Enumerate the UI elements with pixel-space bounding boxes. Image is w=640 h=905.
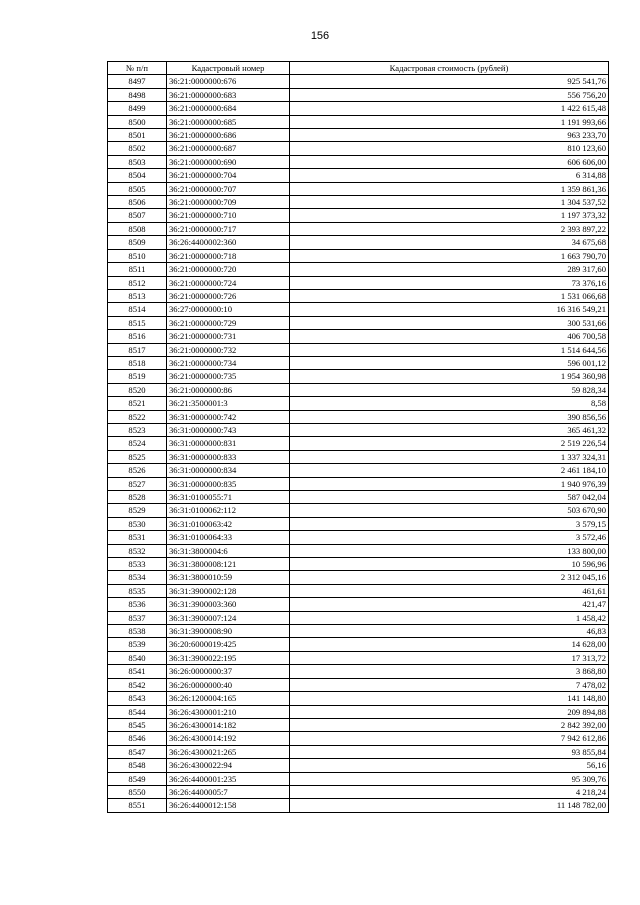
cadastral-value-cell: 461,61 — [290, 584, 609, 597]
row-index-cell: 8543 — [108, 692, 167, 705]
cadastral-value-cell: 73 376,16 — [290, 276, 609, 289]
table-row — [108, 155, 609, 168]
cadastral-value-cell: 503 670,90 — [290, 504, 609, 517]
row-index-cell: 8504 — [108, 169, 167, 182]
table-row — [108, 450, 609, 463]
cadastral-number-cell: 36:31:0100055:71 — [167, 491, 290, 504]
cadastral-number-cell: 36:21:0000000:707 — [167, 182, 290, 195]
table-row — [108, 651, 609, 664]
cadastral-value-cell: 3 572,46 — [290, 531, 609, 544]
row-index-cell: 8499 — [108, 102, 167, 115]
cadastral-number-cell: 36:21:0000000:686 — [167, 129, 290, 142]
row-index-cell: 8514 — [108, 303, 167, 316]
cadastral-number-cell: 36:26:4300001:210 — [167, 705, 290, 718]
cadastral-number-cell: 36:21:0000000:720 — [167, 263, 290, 276]
cadastral-number-cell: 36:31:0100063:42 — [167, 517, 290, 530]
cadastral-number-cell: 36:31:3800004:6 — [167, 544, 290, 557]
cadastral-number-cell: 36:31:0000000:833 — [167, 450, 290, 463]
row-index-cell: 8510 — [108, 249, 167, 262]
row-index-cell: 8511 — [108, 263, 167, 276]
row-index-cell: 8501 — [108, 129, 167, 142]
row-index-cell: 8519 — [108, 370, 167, 383]
cadastral-value-cell: 1 197 373,32 — [290, 209, 609, 222]
row-index-cell: 8518 — [108, 356, 167, 369]
table-row — [108, 732, 609, 745]
cadastral-value-cell: 1 954 360,98 — [290, 370, 609, 383]
cadastral-number-cell: 36:31:0100064:33 — [167, 531, 290, 544]
cadastral-value-cell: 810 123,60 — [290, 142, 609, 155]
table-row — [108, 75, 609, 88]
row-index-cell: 8538 — [108, 625, 167, 638]
table-row — [108, 598, 609, 611]
row-index-cell: 8541 — [108, 665, 167, 678]
cadastral-number-cell: 36:31:0100062:112 — [167, 504, 290, 517]
cadastral-value-cell: 6 314,88 — [290, 169, 609, 182]
cadastral-number-cell: 36:26:4300014:182 — [167, 718, 290, 731]
cadastral-value-cell: 289 317,60 — [290, 263, 609, 276]
row-index-cell: 8508 — [108, 222, 167, 235]
cadastral-number-cell: 36:26:1200004:165 — [167, 692, 290, 705]
cadastral-value-cell: 1 458,42 — [290, 611, 609, 624]
row-index-cell: 8522 — [108, 410, 167, 423]
table-row — [108, 692, 609, 705]
table-row — [108, 571, 609, 584]
row-index-cell: 8513 — [108, 289, 167, 302]
cadastral-number-cell: 36:31:3900003:360 — [167, 598, 290, 611]
cadastral-value-cell: 3 579,15 — [290, 517, 609, 530]
row-index-cell: 8529 — [108, 504, 167, 517]
table-row — [108, 745, 609, 758]
row-index-cell: 8516 — [108, 330, 167, 343]
table-row — [108, 182, 609, 195]
cadastral-number-cell: 36:21:0000000:724 — [167, 276, 290, 289]
row-index-cell: 8530 — [108, 517, 167, 530]
cadastral-number-cell: 36:21:0000000:731 — [167, 330, 290, 343]
cadastral-number-cell: 36:31:0000000:742 — [167, 410, 290, 423]
row-index-cell: 8520 — [108, 383, 167, 396]
cadastral-value-cell: 7 478,02 — [290, 678, 609, 691]
table-row — [108, 115, 609, 128]
cadastral-number-cell: 36:21:0000000:86 — [167, 383, 290, 396]
cadastral-number-cell: 36:21:0000000:690 — [167, 155, 290, 168]
cadastral-number-cell: 36:26:0000000:40 — [167, 678, 290, 691]
cadastral-value-cell: 1 191 993,66 — [290, 115, 609, 128]
table-row — [108, 611, 609, 624]
row-index-cell: 8525 — [108, 450, 167, 463]
cadastral-number-cell: 36:21:0000000:734 — [167, 356, 290, 369]
table-row — [108, 356, 609, 369]
row-index-cell: 8500 — [108, 115, 167, 128]
table-row — [108, 303, 609, 316]
cadastral-value-cell: 3 868,80 — [290, 665, 609, 678]
table-row — [108, 437, 609, 450]
cadastral-value-cell: 46,83 — [290, 625, 609, 638]
row-index-cell: 8546 — [108, 732, 167, 745]
table-row — [108, 504, 609, 517]
table-row — [108, 343, 609, 356]
table-row — [108, 410, 609, 423]
cadastral-value-cell: 596 001,12 — [290, 356, 609, 369]
row-index-cell: 8512 — [108, 276, 167, 289]
row-index-cell: 8527 — [108, 477, 167, 490]
cadastral-number-cell: 36:21:0000000:732 — [167, 343, 290, 356]
cadastral-value-cell: 1 304 537,52 — [290, 196, 609, 209]
cadastral-number-cell: 36:21:3500001:3 — [167, 397, 290, 410]
row-index-cell: 8548 — [108, 759, 167, 772]
row-index-cell: 8497 — [108, 75, 167, 88]
table-row — [108, 129, 609, 142]
cadastral-value-cell: 11 148 782,00 — [290, 799, 609, 812]
cadastral-number-cell: 36:21:0000000:685 — [167, 115, 290, 128]
row-index-cell: 8539 — [108, 638, 167, 651]
row-index-cell: 8533 — [108, 558, 167, 571]
cadastral-number-cell: 36:21:0000000:726 — [167, 289, 290, 302]
cadastral-value-cell: 7 942 612,86 — [290, 732, 609, 745]
table-row — [108, 477, 609, 490]
cadastral-value-cell: 2 393 897,22 — [290, 222, 609, 235]
row-index-cell: 8540 — [108, 651, 167, 664]
cadastral-value-cell: 2 461 184,10 — [290, 464, 609, 477]
table-row — [108, 88, 609, 101]
cadastral-number-cell: 36:31:0000000:743 — [167, 423, 290, 436]
cadastral-value-cell: 95 309,76 — [290, 772, 609, 785]
row-index-cell: 8537 — [108, 611, 167, 624]
row-index-cell: 8551 — [108, 799, 167, 812]
table-row — [108, 289, 609, 302]
cadastral-value-cell: 1 359 861,36 — [290, 182, 609, 195]
cadastral-number-cell: 36:21:0000000:717 — [167, 222, 290, 235]
cadastral-number-cell: 36:31:0000000:835 — [167, 477, 290, 490]
table-row — [108, 423, 609, 436]
cadastral-number-cell: 36:21:0000000:718 — [167, 249, 290, 262]
cadastral-value-cell: 1 663 790,70 — [290, 249, 609, 262]
row-index-cell: 8528 — [108, 491, 167, 504]
row-index-cell: 8503 — [108, 155, 167, 168]
row-index-cell: 8544 — [108, 705, 167, 718]
cadastral-number-cell: 36:20:6000019:425 — [167, 638, 290, 651]
table-row — [108, 625, 609, 638]
table-row — [108, 249, 609, 262]
cadastral-number-cell: 36:21:0000000:729 — [167, 316, 290, 329]
cadastral-value-cell: 1 514 644,56 — [290, 343, 609, 356]
row-index-cell: 8523 — [108, 423, 167, 436]
row-index-cell: 8521 — [108, 397, 167, 410]
cadastral-value-cell: 390 856,56 — [290, 410, 609, 423]
cadastral-value-cell: 587 042,04 — [290, 491, 609, 504]
cadastral-value-cell: 59 828,34 — [290, 383, 609, 396]
cadastral-value-cell: 1 422 615,48 — [290, 102, 609, 115]
row-index-cell: 8531 — [108, 531, 167, 544]
cadastral-number-cell: 36:26:0000000:37 — [167, 665, 290, 678]
row-index-cell: 8547 — [108, 745, 167, 758]
cadastral-value-cell: 2 312 045,16 — [290, 571, 609, 584]
table-row — [108, 638, 609, 651]
table-row — [108, 169, 609, 182]
cadastral-value-cell: 606 606,00 — [290, 155, 609, 168]
cadastral-number-cell: 36:31:3800008:121 — [167, 558, 290, 571]
cadastral-value-table — [107, 61, 609, 813]
row-index-cell: 8526 — [108, 464, 167, 477]
column-header-index: № п/п — [108, 62, 167, 75]
row-index-cell: 8509 — [108, 236, 167, 249]
cadastral-value-cell: 16 316 549,21 — [290, 303, 609, 316]
cadastral-value-cell: 56,16 — [290, 759, 609, 772]
table-row — [108, 397, 609, 410]
table-row — [108, 705, 609, 718]
cadastral-value-cell: 93 855,84 — [290, 745, 609, 758]
table-row — [108, 102, 609, 115]
table-row — [108, 316, 609, 329]
row-index-cell: 8505 — [108, 182, 167, 195]
row-index-cell: 8542 — [108, 678, 167, 691]
row-index-cell: 8502 — [108, 142, 167, 155]
row-index-cell: 8515 — [108, 316, 167, 329]
cadastral-number-cell: 36:31:3900008:90 — [167, 625, 290, 638]
cadastral-value-cell: 141 148,80 — [290, 692, 609, 705]
cadastral-number-cell: 36:31:3900022:195 — [167, 651, 290, 664]
table-row — [108, 718, 609, 731]
cadastral-value-cell: 963 233,70 — [290, 129, 609, 142]
table-header-row — [108, 62, 609, 75]
table-row — [108, 799, 609, 812]
cadastral-number-cell: 36:21:0000000:735 — [167, 370, 290, 383]
table-row — [108, 584, 609, 597]
page-number: 156 — [310, 30, 330, 42]
cadastral-value-cell: 300 531,66 — [290, 316, 609, 329]
table-row — [108, 236, 609, 249]
cadastral-value-cell: 1 940 976,39 — [290, 477, 609, 490]
row-index-cell: 8524 — [108, 437, 167, 450]
table-row — [108, 464, 609, 477]
row-index-cell: 8532 — [108, 544, 167, 557]
table-row — [108, 678, 609, 691]
cadastral-number-cell: 36:27:0000000:10 — [167, 303, 290, 316]
cadastral-value-cell: 4 218,24 — [290, 785, 609, 798]
table-row — [108, 558, 609, 571]
cadastral-number-cell: 36:26:4400005:7 — [167, 785, 290, 798]
cadastral-number-cell: 36:31:3900007:124 — [167, 611, 290, 624]
cadastral-number-cell: 36:31:0000000:831 — [167, 437, 290, 450]
cadastral-number-cell: 36:31:3800010:59 — [167, 571, 290, 584]
row-index-cell: 8498 — [108, 88, 167, 101]
cadastral-number-cell: 36:21:0000000:676 — [167, 75, 290, 88]
row-index-cell: 8506 — [108, 196, 167, 209]
cadastral-number-cell: 36:26:4300021:265 — [167, 745, 290, 758]
cadastral-value-cell: 133 800,00 — [290, 544, 609, 557]
table-row — [108, 383, 609, 396]
cadastral-number-cell: 36:21:0000000:687 — [167, 142, 290, 155]
table-row — [108, 517, 609, 530]
table-row — [108, 222, 609, 235]
row-index-cell: 8535 — [108, 584, 167, 597]
table-row — [108, 785, 609, 798]
cadastral-number-cell: 36:31:0000000:834 — [167, 464, 290, 477]
cadastral-value-cell: 14 628,00 — [290, 638, 609, 651]
cadastral-value-cell: 209 894,88 — [290, 705, 609, 718]
cadastral-value-cell: 365 461,32 — [290, 423, 609, 436]
cadastral-value-cell: 17 313,72 — [290, 651, 609, 664]
cadastral-value-cell: 1 531 066,68 — [290, 289, 609, 302]
row-index-cell: 8536 — [108, 598, 167, 611]
table-row — [108, 276, 609, 289]
cadastral-value-cell: 1 337 324,31 — [290, 450, 609, 463]
cadastral-value-cell: 10 596,96 — [290, 558, 609, 571]
cadastral-value-cell: 34 675,68 — [290, 236, 609, 249]
cadastral-number-cell: 36:26:4300014:192 — [167, 732, 290, 745]
cadastral-number-cell: 36:26:4400012:158 — [167, 799, 290, 812]
table-row — [108, 759, 609, 772]
row-index-cell: 8534 — [108, 571, 167, 584]
table-row — [108, 209, 609, 222]
cadastral-number-cell: 36:21:0000000:709 — [167, 196, 290, 209]
table-row — [108, 330, 609, 343]
cadastral-value-cell: 2 519 226,54 — [290, 437, 609, 450]
table-row — [108, 531, 609, 544]
cadastral-number-cell: 36:21:0000000:684 — [167, 102, 290, 115]
cadastral-number-cell: 36:21:0000000:683 — [167, 88, 290, 101]
table-row — [108, 772, 609, 785]
cadastral-value-cell: 8,58 — [290, 397, 609, 410]
row-index-cell: 8507 — [108, 209, 167, 222]
column-header-cadastral-value: Кадастровая стоимость (рублей) — [290, 62, 609, 75]
table-row — [108, 142, 609, 155]
cadastral-number-cell: 36:21:0000000:704 — [167, 169, 290, 182]
cadastral-number-cell: 36:26:4300022:94 — [167, 759, 290, 772]
cadastral-number-cell: 36:21:0000000:710 — [167, 209, 290, 222]
table-row — [108, 665, 609, 678]
cadastral-value-cell: 925 541,76 — [290, 75, 609, 88]
column-header-cadastral-number: Кадастровый номер — [167, 62, 290, 75]
cadastral-value-cell: 2 842 392,00 — [290, 718, 609, 731]
table-row — [108, 196, 609, 209]
cadastral-value-cell: 421,47 — [290, 598, 609, 611]
table-row — [108, 491, 609, 504]
cadastral-number-cell: 36:26:4400002:360 — [167, 236, 290, 249]
row-index-cell: 8550 — [108, 785, 167, 798]
row-index-cell: 8545 — [108, 718, 167, 731]
table-row — [108, 544, 609, 557]
cadastral-value-cell: 556 756,20 — [290, 88, 609, 101]
row-index-cell: 8517 — [108, 343, 167, 356]
cadastral-number-cell: 36:26:4400001:235 — [167, 772, 290, 785]
table-row — [108, 263, 609, 276]
cadastral-value-cell: 406 700,58 — [290, 330, 609, 343]
table-row — [108, 370, 609, 383]
row-index-cell: 8549 — [108, 772, 167, 785]
cadastral-number-cell: 36:31:3900002:128 — [167, 584, 290, 597]
